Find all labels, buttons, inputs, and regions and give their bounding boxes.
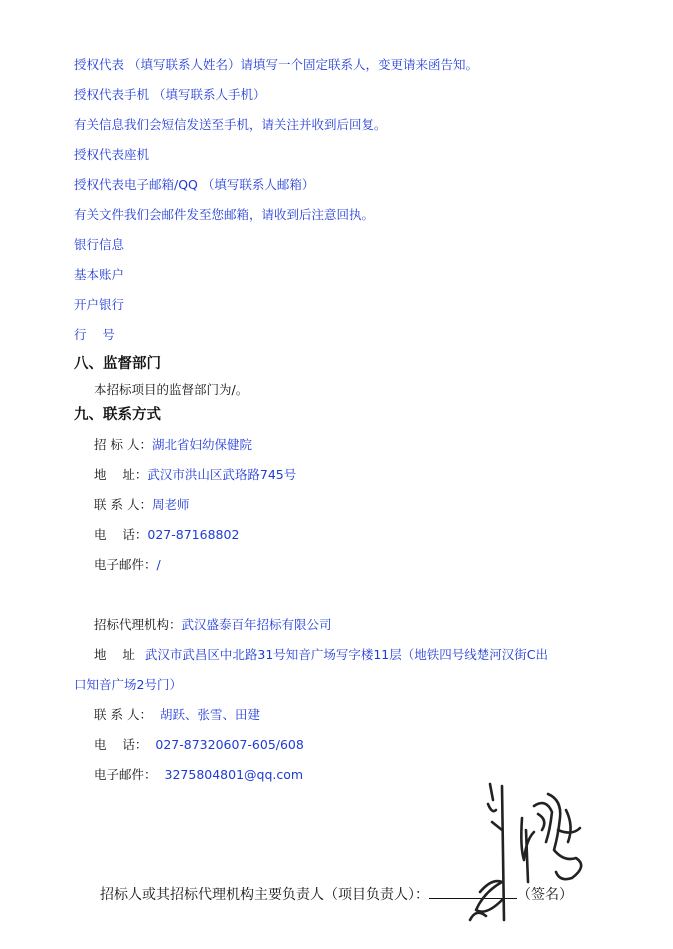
opening-bank-line: 开户银行 bbox=[74, 297, 125, 312]
rep-email-line: 授权代表电子邮箱/QQ （填写联系人邮箱） bbox=[74, 177, 315, 192]
basic-account-line: 基本账户 bbox=[74, 267, 125, 282]
tenderer-address-row bbox=[94, 467, 296, 483]
rep-landline-line: 授权代表座机 bbox=[74, 147, 150, 162]
agency-address-label: 地 址 bbox=[94, 647, 135, 662]
handwritten-signature bbox=[462, 770, 612, 940]
tenderer-email-value: / bbox=[156, 557, 161, 572]
tenderer-address-label: 地 址： bbox=[94, 467, 148, 482]
bank-number-line: 行 号 bbox=[74, 327, 115, 342]
agency-address-row bbox=[94, 647, 548, 663]
agency-email-label: 电子邮件： bbox=[94, 767, 157, 782]
sms-notice-line: 有关信息我们会短信发送至手机，请关注并收到后回复。 bbox=[74, 117, 387, 132]
section8-heading: 八、监督部门 bbox=[74, 356, 161, 372]
tenderer-email-row bbox=[94, 557, 161, 573]
agency-phone-row bbox=[94, 737, 304, 753]
agency-name-label: 招标代理机构： bbox=[94, 617, 182, 632]
email-notice-line: 有关文件我们会邮件发至您邮箱，请收到后注意回执。 bbox=[74, 207, 375, 222]
agency-name-row bbox=[94, 617, 332, 633]
section9-heading: 九、联系方式 bbox=[74, 407, 161, 423]
tenderer-contact-value: 周老师 bbox=[151, 497, 190, 512]
tenderer-name-label: 招 标 人： bbox=[94, 437, 152, 452]
tenderer-email-label: 电子邮件： bbox=[94, 557, 157, 572]
agency-name-value: 武汉盛泰百年招标有限公司 bbox=[181, 617, 332, 632]
section8-text: 本招标项目的监督部门为/。 bbox=[94, 382, 249, 397]
tenderer-phone-value: 027-87168802 bbox=[147, 527, 240, 542]
rep-name-line: 授权代表 （填写联系人姓名）请填写一个固定联系人，变更请来函告知。 bbox=[74, 57, 478, 72]
agency-address-value: 武汉市武昌区中北路31号知音广场写字楼11层（地铁四号线楚河汉街C出 bbox=[144, 647, 548, 662]
signature-line-suffix: （签名） bbox=[517, 887, 573, 903]
agency-phone-value: 027-87320607-605/608 bbox=[155, 737, 304, 752]
agency-email-row bbox=[94, 767, 303, 783]
tenderer-contact-row bbox=[94, 497, 189, 513]
tenderer-phone-row bbox=[94, 527, 239, 543]
tenderer-contact-label: 联 系 人： bbox=[94, 497, 152, 512]
agency-phone-label: 电 话： bbox=[94, 737, 148, 752]
agency-email-value: 3275804801@qq.com bbox=[164, 767, 304, 782]
agency-contact-label: 联 系 人： bbox=[94, 707, 152, 722]
tenderer-name-row bbox=[94, 437, 252, 453]
tenderer-phone-label: 电 话： bbox=[94, 527, 148, 542]
rep-mobile-line: 授权代表手机 （填写联系人手机） bbox=[74, 87, 266, 102]
bank-info-line: 银行信息 bbox=[74, 237, 125, 252]
agency-contact-row bbox=[94, 707, 260, 723]
agency-contact-value: 胡跃、张雪、田建 bbox=[159, 707, 260, 722]
agency-address-continued: 口知音广场2号门） bbox=[74, 677, 182, 692]
signature-line-prefix: 招标人或其招标代理机构主要负责人（项目负责人）： bbox=[100, 887, 429, 903]
tenderer-name-value: 湖北省妇幼保健院 bbox=[151, 437, 252, 452]
tenderer-address-value: 武汉市洪山区武珞路745号 bbox=[147, 467, 297, 482]
